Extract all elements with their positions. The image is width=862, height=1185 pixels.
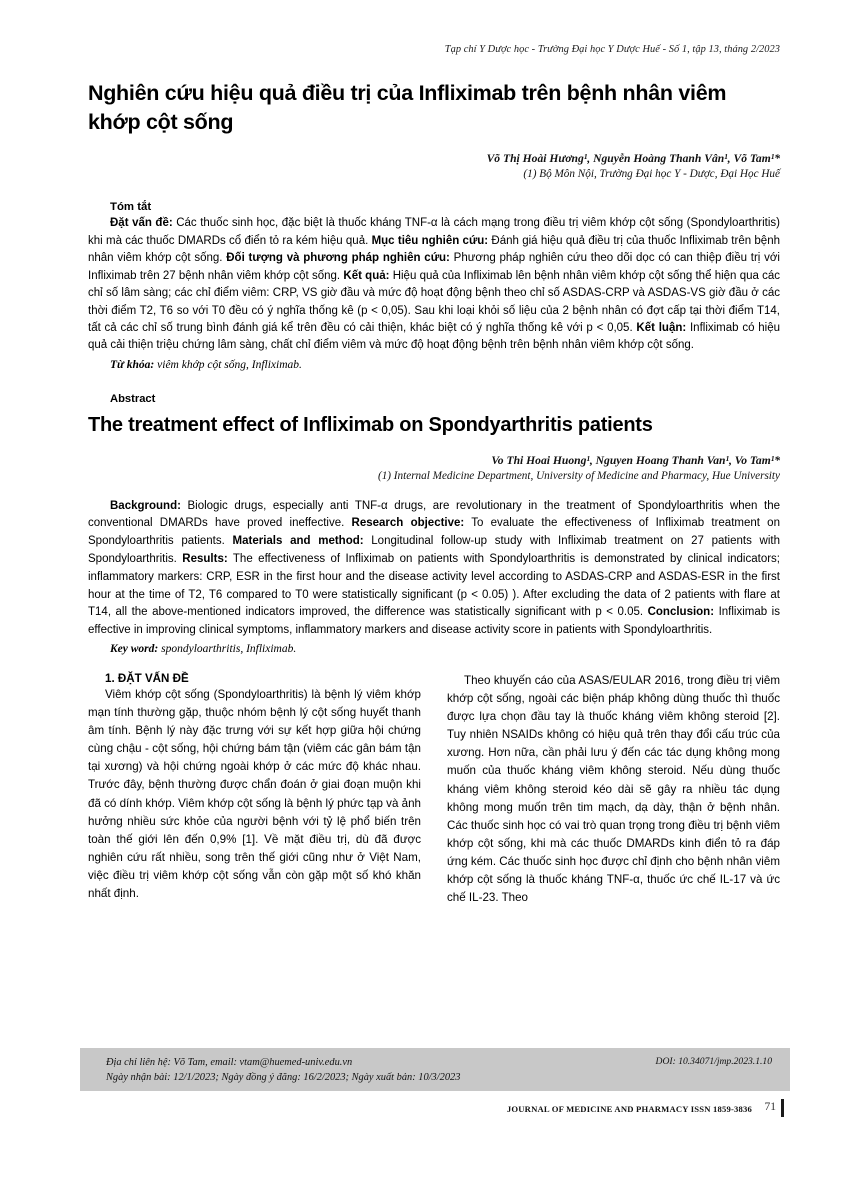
- contact-address: Địa chỉ liên hệ: Võ Tam, email: vtam@huemed-univ.edu.vn: [106, 1057, 353, 1068]
- keywords-english: Key word: spondyloarthritis, Infliximab.: [110, 643, 297, 656]
- footnote-band: [80, 1048, 790, 1091]
- page-title: Nghiên cứu hiệu quả điều trị của Infliximab trên bệnh nhân viêm khớp cột sống: [88, 81, 727, 134]
- author-list-english: Vo Thi Hoai Huong¹, Nguyen Hoang Thanh Van¹, Vo Tam¹*: [491, 453, 780, 467]
- abstract-en-label: Abstract: [110, 392, 156, 405]
- doi-text[interactable]: DOI: 10.34071/jmp.2023.1.10: [655, 1056, 772, 1067]
- page-title-english: The treatment effect of Infliximab on Spondyarthritis patients: [88, 413, 653, 436]
- body-two-column-layout: [88, 672, 780, 907]
- page-number: 71: [764, 1101, 776, 1113]
- footnote-inner: [80, 1048, 790, 1085]
- page-footer: [0, 1101, 862, 1125]
- footer-rule-mark: [781, 1099, 784, 1117]
- section-heading-1: 1. ĐẶT VẤN ĐỀ: [105, 672, 189, 686]
- abstract-vn-body: Đặt vấn đề: Các thuốc sinh học, đặc biệt là thuốc kháng TNF-α là cách mạng trong điều trị viêm khớp cột sống (Spondyloarthritis) khi mà các thuốc DMARDs cổ điển tỏ ra kém hiệu quả. Mục tiêu nghiên cứu: Đánh giá hiệu quả điều trị của thuốc Infliximab trên bệnh nhân viêm khớp cột sống. Đối tượng và phương pháp nghiên cứu: Phương pháp nghiên cứu theo dõi dọc có can thiệp điều trị với Infliximab trên 27 bệnh nhân viêm khớp cột sống. Kết quả: Hiệu quả của Infliximab lên bệnh nhân viêm khớp cột sống thể hiện qua các chỉ số lâm sàng; các chỉ điểm viêm: CRP, VS giờ đầu và mức độ hoạt động bệnh theo chỉ số ASDAS-CRP và ASDAS-VS giờ đầu ở các thời điểm T2, T6 so với T0 đều có ý nghĩa thống kê (p < 0,05). Sau khi loại khỏi số liệu của 2 bệnh nhân có đợt cấp tại thời điểm T14, tất cả các chỉ số trung bình đánh giá kể trên đều có cải thiện, khác biệt có ý nghĩa thống kê với p < 0,05. Kết luận: Infliximab có hiệu quả cải thiện triệu chứng lâm sàng, chất chỉ điểm viêm và mức độ hoạt động bệnh trên bệnh nhân viêm khớp cột sống.: [88, 217, 781, 352]
- page-content: [88, 0, 780, 907]
- submission-dates: Ngày nhận bài: 12/1/2023; Ngày đồng ý đăng: 16/2/2023; Ngày xuất bản: 10/3/2023: [106, 1072, 461, 1084]
- affiliation-english: (1) Internal Medicine Department, University of Medicine and Pharmacy, Hue University: [377, 469, 780, 482]
- affiliation-vietnamese: (1) Bộ Môn Nội, Trường Đại học Y - Dược, Đại Học Huế: [523, 168, 780, 181]
- body-column-right: [447, 672, 780, 907]
- abstract-vn-label: Tóm tắt: [110, 201, 152, 214]
- running-head: Tạp chí Y Dược học - Trường Đại học Y Dược Huế - Số 1, tập 13, tháng 2/2023: [444, 44, 780, 55]
- author-list-vietnamese: Võ Thị Hoài Hương¹, Nguyễn Hoàng Thanh Vân¹, Võ Tam¹*: [486, 152, 780, 166]
- keywords-vietnamese: Từ khóa: viêm khớp cột sống, Infliximab.: [110, 358, 302, 371]
- body-column-left: [88, 672, 421, 907]
- abstract-en-body: Background: Biologic drugs, especially anti TNF-α drugs, are revolutionary in the treatment of Spondyloarthritis when the conventional DMARDs have proved ineffective. Research objective: To evaluate the effectiveness of Infliximab treatment on Spondyloarthritis patients. Materials and method: Longitudinal follow-up study with Infliximab treatment on 27 patients with Spondyloarthritis. Results: The effectiveness of Infliximab on patients with Spondyloarthritis is demonstrated by clinical indicators; inflammatory markers: CRP, ESR in the first hour and the disease activity level according to ASDAS-CRP and ASDAS-ESR in the first hour at the time of T2, T6 compared to T0 were statistically significant (p < 0.05) ). After excluding the data of 2 patients with flare at T14, all the above-mentioned indicators improved, the difference was statistically significant with p < 0.05. Conclusion: Infliximab is effective in improving clinical symptoms, inflammatory markers and disease activity score in patients with Spondyloarthritis.: [88, 499, 780, 637]
- section-1-paragraph-right: Theo khuyến cáo của ASAS/EULAR 2016, trong điều trị viêm khớp cột sống, ngoài các biện pháp không dùng thuốc thì thuốc được lựa chọn đầu tay là thuốc kháng viêm không steroid [2]. Tuy nhiên NSAIDs không có hiệu quả trên thay đổi cấu trúc của xương. Hơn nữa, cần phải lưu ý đến các tác dụng không mong muốn của thuốc kháng viêm không steroid. Nếu dùng thuốc kháng viêm không steroid kéo dài sẽ gây ra nhiều tác dụng không mong muốn trên tim mạch, dạ dày, thận ở bệnh nhân. Các thuốc sinh học có vai trò quan trọng trong điều trị bệnh viêm khớp cột sống, khi mà các thuốc DMARDs kinh điển tỏ ra đáp ứng kém. Các thuốc sinh học được chỉ định cho bệnh nhân viêm khớp cột sống là thuốc kháng TNF-α, thuốc ức chế IL-17 và ức chế IL-23. Theo: [447, 674, 780, 904]
- section-1-paragraph-left: Viêm khớp cột sống (Spondyloarthritis) là bệnh lý viêm khớp mạn tính thường gặp, thuộc nhóm bệnh lý cột sống huyết thanh âm tính. Bệnh lý này đặc trưng với sự kết hợp giữa hội chứng cùng chậu - cột sống, hội chứng bám tận (viêm các gân bám tận tại xương) và hội chứng ngoài khớp ở các mức độ khác nhau. Trước đây, bệnh thường được chẩn đoán ở giai đoạn muộn khi đã có dính khớp. Viêm khớp cột sống là bệnh lý phức tạp và ảnh hưởng nhiều sức khỏe của người bệnh với tỷ lệ phổ biến trên toàn thế giới lên đến 0,9% [1]. Về mặt điều trị, dù đã được nghiên cứu rất nhiều, song trên thế giới cũng như ở Việt Nam, việc điều trị viêm khớp cột sống vẫn còn gặp một số khó khăn nhất định.: [88, 688, 421, 900]
- journal-name-issn: JOURNAL OF MEDICINE AND PHARMACY ISSN 1859-3836: [506, 1104, 752, 1114]
